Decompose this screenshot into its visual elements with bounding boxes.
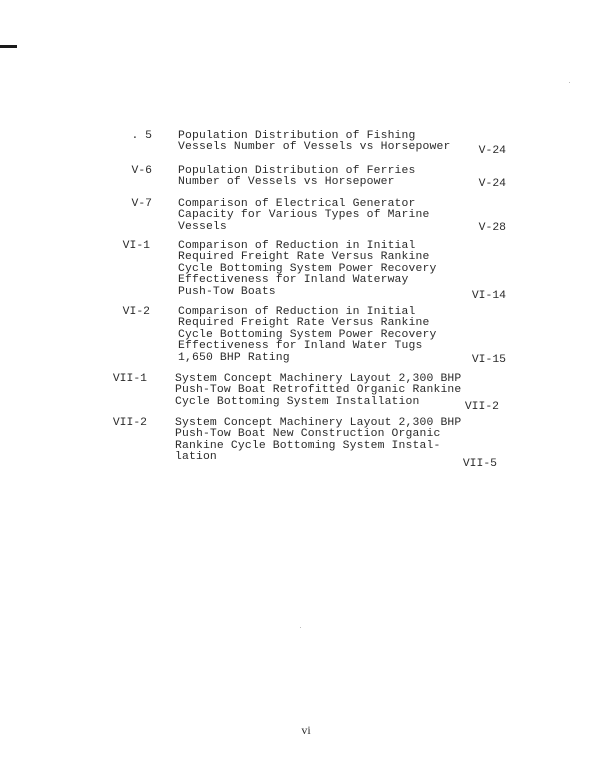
page-reference: VII-2: [464, 401, 499, 413]
figure-number: VI-2: [122, 306, 150, 318]
figure-title: System Concept Machinery Layout 2,300 BHP Push-Tow Boat New Construction Organic Rankine Cycle Bottoming System Instal- lation: [175, 417, 462, 464]
figure-title: Population Distribution of Fishing Vessels Number of Vessels vs Horsepower: [178, 130, 451, 154]
scan-speck: [569, 82, 570, 83]
page-reference: V-24: [478, 145, 506, 157]
figure-title: Comparison of Electrical Generator Capacity for Various Types of Marine Vessels: [178, 198, 430, 233]
page-reference: V-24: [478, 178, 506, 190]
figure-number: V-7: [131, 198, 152, 210]
figure-title: Comparison of Reduction in Initial Required Freight Rate Versus Rankine Cycle Bottoming System Power Recovery Effectiveness for Inland Water Tugs 1,650 BHP Rating: [178, 306, 437, 364]
figure-title: System Concept Machinery Layout 2,300 BHP Push-Tow Boat Retrofitted Organic Rankine Cycle Bottoming System Installation: [175, 373, 462, 408]
scan-speck: [300, 627, 301, 628]
page-reference: VII-5: [462, 458, 497, 470]
figure-number: VI-1: [122, 240, 150, 252]
page-reference: V-28: [478, 222, 506, 234]
page-number: vi: [301, 723, 311, 737]
figure-number: VII-1: [112, 373, 147, 385]
page-reference: VI-15: [471, 354, 506, 366]
page-edge-mark: [0, 45, 17, 48]
figure-title: Population Distribution of Ferries Number of Vessels vs Horsepower: [178, 165, 416, 189]
figure-title: Comparison of Reduction in Initial Required Freight Rate Versus Rankine Cycle Bottoming System Power Recovery Effectiveness for Inland Waterway Push-Tow Boats: [178, 240, 437, 298]
figure-number: VII-2: [112, 417, 147, 429]
figure-number: V-6: [131, 165, 152, 177]
page-reference: VI-14: [471, 290, 506, 302]
figure-number: . 5: [131, 130, 152, 142]
